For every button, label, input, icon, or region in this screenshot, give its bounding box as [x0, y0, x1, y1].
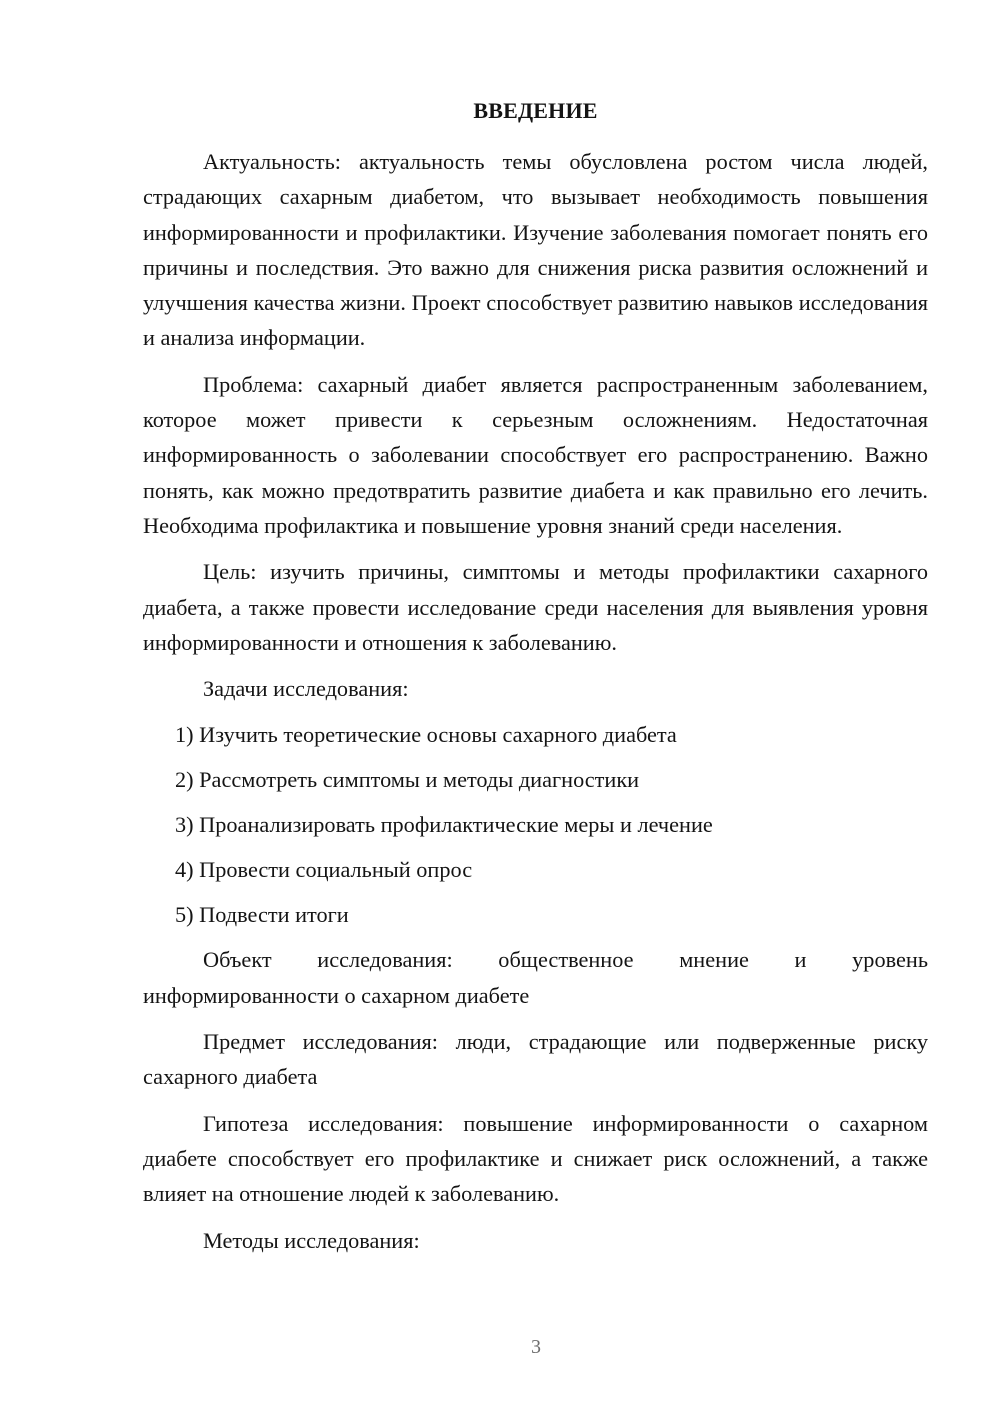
tasks-heading: Задачи исследования: [203, 676, 409, 702]
list-item: 4) Провести социальный опрос [175, 857, 473, 883]
paragraph-relevance: Актуальность: актуальность темы обусловлена ростом числа людей, страдающих сахарным диабетом, что вызывает необходимость повышения информированности и профилактики. Изучение заболевания помогает понять его причины и последствия. Это важно для снижения риска развития осложнений и улучшения качества жизни. Проект способствует развитию навыков исследования и анализа информации. [143, 149, 928, 351]
list-item: 3) Проанализировать профилактические меры и лечение [175, 812, 713, 838]
page-number: 3 [531, 1336, 541, 1358]
tasks-list [143, 717, 928, 932]
list-item: 1) Изучить теоретические основы сахарного диабета [175, 722, 677, 748]
page-content [143, 94, 928, 1269]
paragraph-goal: Цель: изучить причины, симптомы и методы профилактики сахарного диабета, а также провести исследование среди населения для выявления уровня информированности и отношения к заболеванию. [143, 559, 928, 655]
paragraph-object: Объект исследования: общественное мнение и уровень информированности о сахарном диабете [143, 947, 928, 1008]
page-title: ВВЕДЕНИЕ [473, 98, 598, 123]
paragraph-subject: Предмет исследования: люди, страдающие или подверженные риску сахарного диабета [143, 1029, 928, 1090]
paragraph-problem: Проблема: сахарный диабет является распространенным заболеванием, которое может привести к серьезным осложнениям. Недостаточная информированность о заболевании способствует его распространению. Важно понять, как можно предотвратить развитие диабета и как правильно его лечить. Необходима профилактика и повышение уровня знаний среди населения. [143, 371, 928, 538]
paragraph-hypothesis: Гипотеза исследования: повышение информированности о сахарном диабете способствует его профилактике и снижает риск осложнений, а также влияет на отношение людей к заболеванию. [143, 1110, 928, 1207]
methods-heading: Методы исследования: [203, 1227, 420, 1253]
list-item: 2) Рассмотреть симптомы и методы диагностики [175, 767, 640, 793]
list-item: 5) Подвести итоги [175, 902, 349, 928]
